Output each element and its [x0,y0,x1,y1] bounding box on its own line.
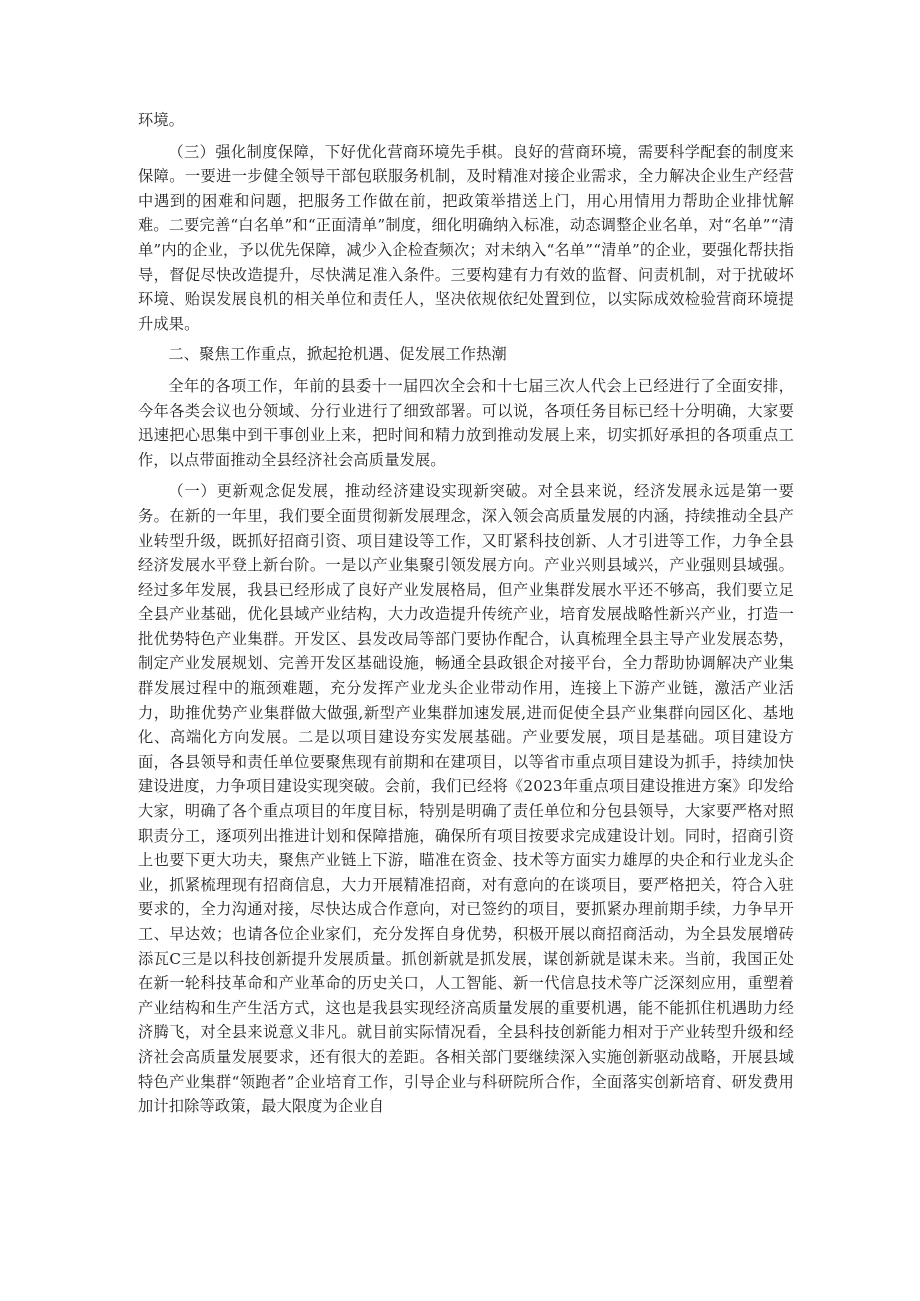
section-heading-two: 二、聚焦工作重点，掀起抢机遇、促发展工作热潮 [168,345,507,364]
paragraph-section-one: （一）更新观念促发展，推动经济建设实现新突破。对全县来说，经济发展永远是第一要务。在新的一年里，我们要全面贯彻新发展理念，深入领会高质量发展的内涵，持续推动全县产业转型升级，既抓好招商引资、项目建设等工作，又盯紧科技创新、人才引进等工作，力争全县经济发展水平登上新台阶。一是以产业集聚引领发展方向。产业兴则县域兴，产业强则县域强。经过多年发展，我县已经形成了良好产业发展格局，但产业集群发展水平还不够高，我们要立足全县产业基础，优化县域产业结构，大力改造提升传统产业，培育发展战略性新兴产业，打造一批优势特色产业集群。开发区、县发改局等部门要协作配合，认真梳理全县主导产业发展态势，制定产业发展规划、完善开发区基础设施，畅通全县政银企对接平台，全力帮助协调解决产业集群发展过程中的瓶颈难题，充分发挥产业龙头企业带动作用，连接上下游产业链，激活产业活力，助推优势产业集群做大做强,新型产业集群加速发展,进而促使全县产业集群向园区化、基地化、高端化方向发展。二是以项目建设夯实发展基础。产业要发展，项目是基础。项目建设方面，各县领导和责任单位要聚焦现有前期和在建项目，以等省市重点项目建设为抓手，持续加快建设进度，力争项目建设实现突破。会前，我们已经将《2023年重点项目建设推进方案》印发给大家，明确了各个重点项目的年度目标，特别是明确了责任单位和分包县领导，大家要严格对照职责分工，逐项列出推进计划和保障措施，确保所有项目按要求完成建设计划。同时，招商引资上也要下更大功夫，聚焦产业链上下游，瞄准在资金、技术等方面实力雄厚的央企和行业龙头企业，抓紧梳理现有招商信息，大力开展精准招商，对有意向的在谈项目，要严格把关，符合入驻要求的，全力沟通对接，尽快达成合作意向，对已签约的项目，要抓紧办理前期手续，力争早开工、早达效；也请各位企业家们，充分发挥自身优势，积极开展以商招商活动，为全县发展增砖添瓦C三是以科技创新提升发展质量。抓创新就是抓发展，谋创新就是谋未来。当前，我国正处在新一轮科技革命和产业革命的历史关口，人工智能、新一代信息技术等广泛深刻应用，重塑着产业结构和生产生活方式，这也是我县实现经济高质量发展的重要机遇，能不能抓住机遇助力经济腾飞，对全县来说意义非凡。就目前实际情况看，全县科技创新能力相对于产业转型升级和经济社会高质量发展要求，还有很大的差距。各相关部门要继续深入实施创新驱动战略，开展县域特色产业集群“领跑者”企业培育工作，引导企业与科研院所合作，全面落实创新培育、研发费用加计扣除等政策，最大限度为企业自 [138,482,794,1116]
paragraph-section-three: （三）强化制度保障，下好优化营商环境先手棋。良好的营商环境，需要科学配套的制度来保障。一要进一步健全领导干部包联服务机制，及时精准对接企业需求，全力解决企业生产经营中遇到的困难和问题，把服务工作做在前，把政策举措送上门，用心用情用力帮助企业排忧解难。二要完善“白名单”和“正面清单”制度，细化明确纳入标准，动态调整企业名单，对“名单”“清单”内的企业，予以优先保障，减少入企检查频次；对未纳入“名单”“清单”的企业，要强化帮扶指导，督促尽快改造提升，尽快满足准入条件。三要构建有力有效的监督、问责机制，对于扰破坏环境、贻误发展良机的相关单位和责任人，坚决依规依纪处置到位，以实际成效检验营商环境提升成果。 [138,142,794,333]
paragraph-overview: 全年的各项工作，年前的县委十一届四次全会和十七届三次人代会上已经进行了全面安排，今年各类会议也分领域、分行业进行了细致部署。可以说，各项任务目标已经十分明确，大家要迅速把心思集中到干事创业上来，把时间和精力放到推动发展上来，切实抓好承担的各项重点工作，以点带面推动全县经济社会高质量发展。 [138,376,794,469]
paragraph-continuation: 环境。 [138,111,185,129]
document-page [138,108,794,1119]
